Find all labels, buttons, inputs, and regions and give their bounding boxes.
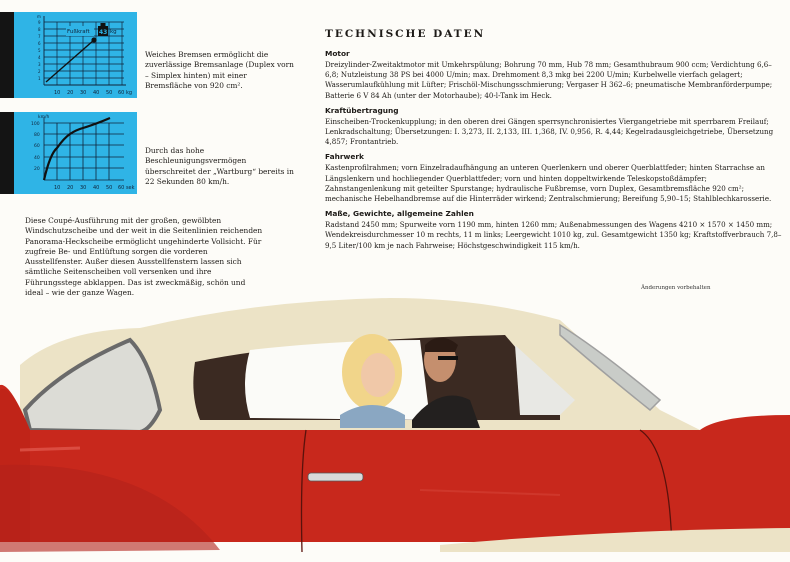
changes-reserved-note: Änderungen vorbehalten	[641, 285, 711, 291]
svg-text:30: 30	[80, 185, 87, 191]
svg-text:100: 100	[31, 122, 40, 127]
technical-specs	[325, 28, 785, 251]
svg-text:60: 60	[34, 144, 40, 149]
svg-text:20: 20	[67, 90, 74, 96]
svg-text:60 kg: 60 kg	[118, 90, 133, 96]
svg-text:60 sek: 60 sek	[118, 185, 135, 191]
svg-text:4: 4	[38, 55, 41, 60]
svg-text:7: 7	[38, 34, 41, 39]
section-heading-motor: Motor	[325, 49, 350, 58]
chart-edge-strip	[0, 112, 14, 194]
svg-text:43: 43	[99, 29, 108, 36]
accel-curve	[44, 118, 110, 180]
section-heading-dimensions: Maße, Gewichte, allgemeine Zahlen	[325, 209, 474, 219]
svg-text:5: 5	[38, 48, 41, 53]
svg-text:20: 20	[67, 185, 74, 191]
specs-title: TECHNISCHE DATEN	[325, 28, 486, 40]
svg-text:30: 30	[80, 90, 87, 96]
acceleration-caption: Durch das hohe Beschleunigungsvermögen überschreitet der „Wartburg“ bereits in 22 Sekunden 80 km/h.	[145, 146, 294, 186]
svg-text:3: 3	[38, 62, 41, 67]
section-text-motor: Dreizylinder-Zweitaktmotor mit Umkehrspülung; Bohrung 70 mm, Hub 78 mm; Gesamthubraum 900 ccm; Verdichtung 6,6–6,8; Nutzleistung 38 PS bei 4000 U/min; max. Drehmoment 8,3 mkg bei 2200 U/min; Kurbelwelle vierfach gelagert; Wasserumlaufkühlung mit Lüfter; Frischöl-Mischungsschmierung; Vergaser H 362–6; pneumatische Membranförderpumpe; Batterie 6 V 84 Ah (unter der Motorhaube); 40-l-Tank im Heck.	[325, 60, 773, 100]
svg-text:10: 10	[54, 185, 61, 191]
side-window-glass	[245, 340, 430, 420]
svg-text:1: 1	[38, 76, 41, 81]
svg-text:40: 40	[93, 185, 100, 191]
svg-text:m: m	[37, 14, 41, 19]
brake-chart-plot	[14, 12, 137, 98]
svg-text:40: 40	[93, 90, 100, 96]
svg-text:2: 2	[38, 69, 41, 74]
svg-text:20: 20	[34, 167, 40, 172]
section-heading-chassis: Fahrwerk	[325, 152, 364, 162]
fusskraft-label: Fußkraft	[67, 29, 90, 35]
chart-edge-strip	[0, 12, 14, 98]
svg-text:10: 10	[54, 90, 61, 96]
section-text-dimensions: Radstand 2450 mm; Spurweite vorn 1190 mm, hinten 1260 mm; Außenabmessungen des Wagens 4210 × 1570 × 1450 mm; Wendekreisdurchmesser 10 m rechts, 11 m links; Leergewicht 1010 kg, zul. Gesamtgewicht 1350 kg; Kraftstoffverbrauch 7,8–9,5 Liter/100 km je nach Fahrweise; Höchstgeschwindigkeit 115 km/h.	[325, 220, 782, 250]
svg-text:8: 8	[38, 27, 41, 32]
coupe-description: Diese Coupé-Ausführung mit der großen, gewölbten Windschutzscheibe und der weit in die Seitenlinien reichenden Panorama-Heckscheibe ermöglicht ungehinderte Vollsicht. Für zugfreie Be- und Entlüftung sorgen die vorderen Ausstellfenster. Außer diesen Ausstellfenstern lassen sich sämtliche Seitenscheiben voll versenken und ihre Führungsstege abklappen. Das ist zweckmäßig, schön und ideal – wie der ganze Wagen.	[25, 216, 263, 298]
brake-caption: Weiches Bremsen ermöglicht die zuverlässige Bremsanlage (Duplex vorn – Simplex hinten) mit einer Bremsfläche von 920 cm².	[145, 50, 294, 90]
svg-text:9: 9	[38, 20, 41, 25]
svg-text:50: 50	[106, 90, 113, 96]
svg-text:6: 6	[38, 41, 41, 46]
door-handle	[308, 473, 363, 481]
svg-text:kg: kg	[110, 29, 117, 35]
accel-chart-plot	[14, 112, 137, 194]
svg-text:km/h: km/h	[38, 115, 50, 120]
section-heading-transmission: Kraftübertragung	[325, 105, 399, 115]
svg-text:40: 40	[34, 156, 40, 161]
car-photo	[0, 290, 790, 562]
acceleration-chart	[0, 112, 137, 194]
section-text-chassis: Kastenprofilrahmen; vorn Einzelradaufhängung an unteren Querlenkern und oberer Querblattfeder; hinten Starrachse an Längslenkern und hochliegender Querblattfeder; vorn und hinten doppeltwirkende Teleskopstoßdämpfer; Zahnstangenlenkung mit geteilter Spurstange; hydraulische Fußbremse, vorn Duplex, Gesamtbremsfläche 920 cm²; mechanische Hebelhandbremse auf die Hinterräder wirkend; Zentralschmierung; Bereifung 5,90–15; Stahlblechkarosserie.	[325, 163, 772, 204]
svg-text:50: 50	[106, 185, 113, 191]
brake-force-chart	[0, 12, 137, 98]
section-text-transmission: Einscheiben-Trockenkupplung; in den oberen drei Gängen sperrsynchronisiertes Viergangetriebe mit sperrbarem Freilauf; Lenkradschaltung; Übersetzungen: I. 3,273, II. 2,133, III. 1,368, IV. 0,956, R. 4,44; Kegelradausgleichgetriebe, Übersetzung 4,857; Frontantrieb.	[325, 116, 774, 147]
svg-text:80: 80	[34, 133, 40, 138]
